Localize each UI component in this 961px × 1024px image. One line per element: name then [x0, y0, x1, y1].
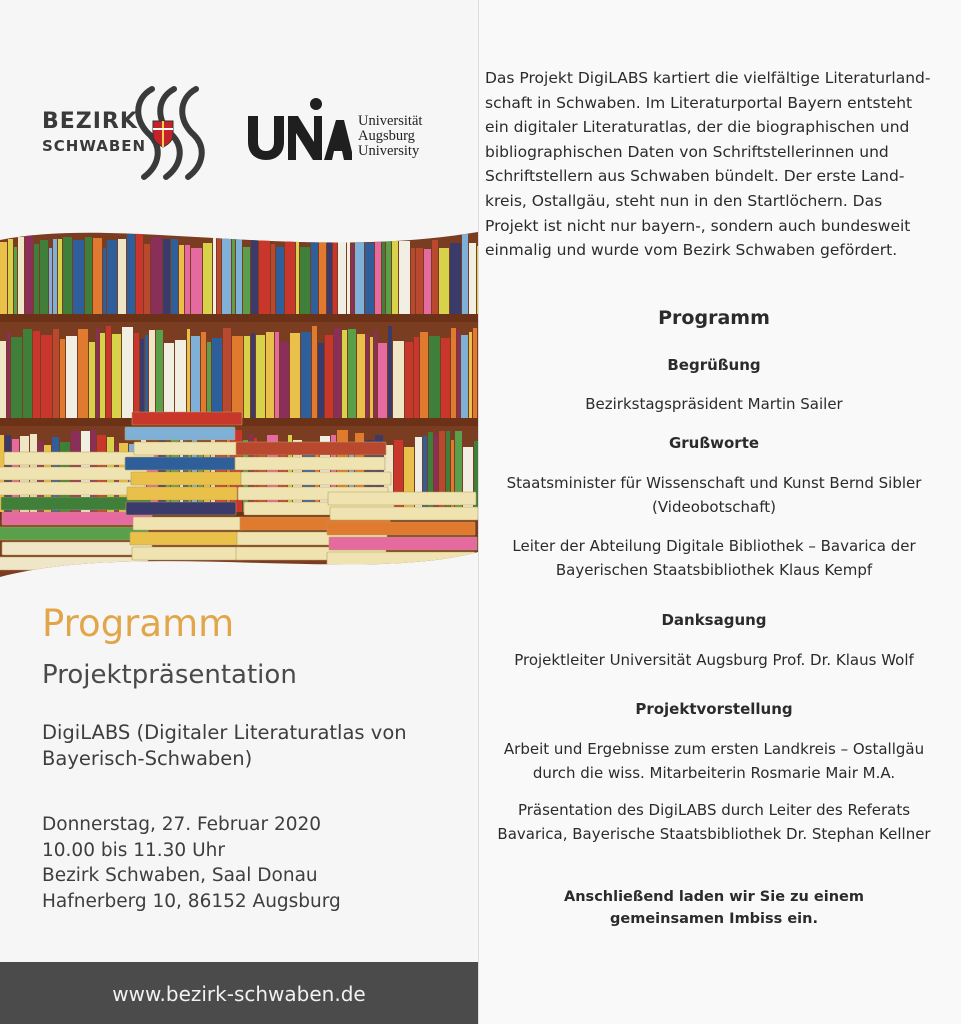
program-item-line: Bavarica, Bayerische Staatsbibliothek Dr. Stephan Kellner	[497, 825, 931, 843]
intro-line: Schriftstellern aus Schwaben bündelt. Der erste Land-	[485, 167, 905, 186]
event-details	[42, 812, 341, 914]
program-item	[479, 392, 949, 416]
section-heading-projektvorstellung: Projektvorstellung	[635, 700, 793, 718]
program-item	[479, 534, 949, 582]
intro-line: kreis, Ostallgäu, steht nun in den Startlöchern. Das	[485, 191, 883, 210]
section-heading-danksagung: Danksagung	[661, 611, 767, 629]
closing-line: gemeinsamen Imbiss ein.	[610, 911, 818, 927]
uni-logo-line1: Universität	[358, 113, 423, 129]
uni-logo-line3: University	[358, 143, 420, 159]
uni-logo-line2: Augsburg	[358, 128, 415, 144]
bookshelf-photo	[0, 222, 478, 592]
program-item	[479, 798, 949, 846]
closing-invitation	[479, 886, 949, 930]
intro-line: Projekt ist nicht nur bayern-, sondern auch bundesweit	[485, 216, 911, 235]
program-subtitle: Projektpräsentation	[42, 660, 297, 690]
intro-line: einmalig und wurde vom Bezirk Schwaben gefördert.	[485, 241, 898, 260]
section-heading-grussworte: Grußworte	[668, 434, 760, 452]
program-title: Programm	[42, 602, 235, 645]
program-item-line: Arbeit und Ergebnisse zum ersten Landkreis – Ostallgäu	[503, 740, 925, 758]
program-item-line: durch die wiss. Mitarbeiterin Rosmarie Mair M.A.	[532, 764, 896, 782]
closing-line: Anschließend laden wir Sie zu einem	[564, 889, 864, 905]
bezirk-schwaben-logo	[42, 85, 217, 180]
uni-augsburg-mark-icon	[246, 96, 352, 164]
program-item	[479, 737, 949, 785]
bezirk-swoosh-crest-icon	[130, 85, 210, 180]
program-heading: Programm	[658, 307, 770, 329]
event-date: Donnerstag, 27. Februar 2020	[42, 814, 322, 835]
intro-paragraph	[485, 66, 947, 263]
uni-augsburg-logo	[246, 96, 446, 166]
program-item-line: Präsentation des DigiLABS durch Leiter des Referats	[517, 801, 911, 819]
project-description: DigiLABS (Digitaler Literaturatlas von Bayerisch-Schwaben)	[42, 721, 407, 770]
intro-line: ein digitaler Literaturatlas, der die biographischen und	[485, 118, 910, 137]
program-item	[479, 471, 949, 519]
flyer-inner-panel	[478, 0, 961, 1024]
section-heading-begruessung: Begrüßung	[667, 356, 761, 374]
footer-url[interactable]: www.bezirk-schwaben.de	[112, 982, 366, 1006]
bookshelf-image	[0, 222, 478, 592]
program-item	[479, 648, 949, 672]
intro-line: Das Projekt DigiLABS kartiert die vielfältige Literaturland-	[485, 69, 931, 87]
bezirk-logo-line1: BEZIRK	[42, 109, 138, 134]
event-place: Bezirk Schwaben, Saal Donau	[42, 865, 318, 886]
intro-line: schaft in Schwaben. Im Literaturportal Bayern entsteht	[485, 93, 913, 112]
program-item-line: Bezirkstagspräsident Martin Sailer	[585, 395, 843, 413]
program-item-line: (Videobotschaft)	[652, 498, 776, 516]
flyer-front-panel	[0, 0, 478, 1024]
program-item-line: Bayerischen Staatsbibliothek Klaus Kempf	[555, 561, 873, 579]
event-address: Hafnerberg 10, 86152 Augsburg	[42, 890, 341, 912]
program-item-line: Staatsminister für Wissenschaft und Kunst Bernd Sibler	[506, 474, 922, 492]
bezirk-logo-line2: SCHWABEN	[42, 137, 147, 155]
event-time: 10.00 bis 11.30 Uhr	[42, 839, 225, 861]
program-item-line: Projektleiter Universität Augsburg Prof. Dr. Klaus Wolf	[514, 651, 914, 669]
program-item-line: Leiter der Abteilung Digitale Bibliothek – Bavarica der	[512, 537, 916, 555]
footer-bar	[0, 962, 478, 1024]
intro-line: bibliographischen Daten von Schriftstellerinnen und	[485, 142, 889, 161]
